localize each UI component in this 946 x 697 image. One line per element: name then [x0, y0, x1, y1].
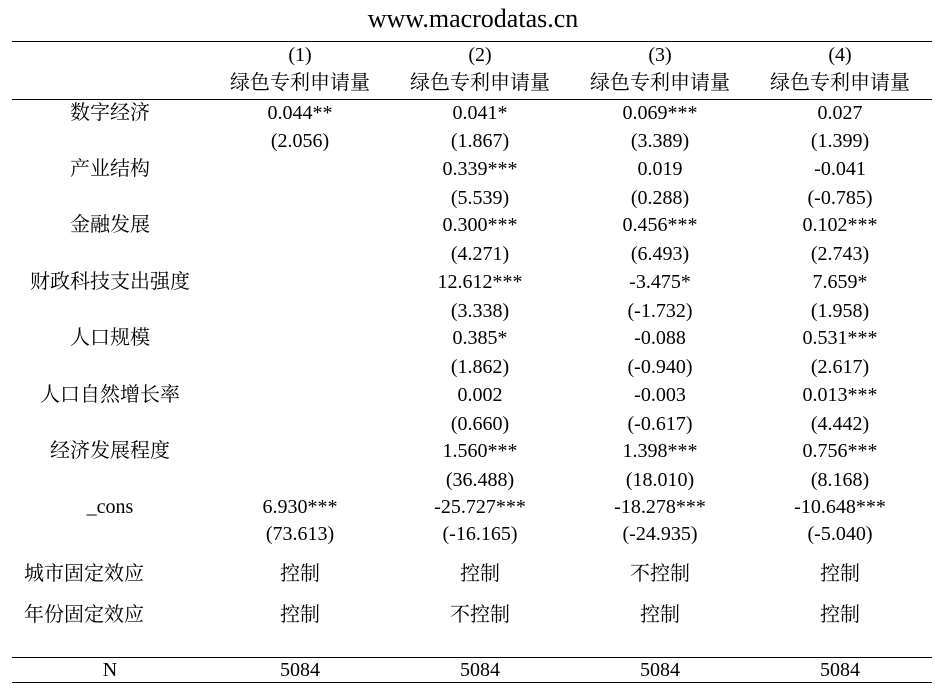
coef-row: [0, 155, 946, 183]
tstat-cell: (-1.732): [627, 300, 693, 322]
coef-cell: 0.027: [817, 102, 863, 124]
coef-cell: -0.088: [634, 327, 686, 349]
n-cell: 5084: [640, 659, 680, 681]
tstat-cell: (-5.040): [807, 523, 873, 545]
effect-row: [0, 601, 946, 629]
tstat-cell: (4.271): [450, 243, 510, 265]
variable-label: _cons: [86, 496, 134, 518]
tstat-row: [0, 240, 946, 268]
tstat-cell: (18.010): [625, 469, 695, 491]
coef-cell: 0.339***: [442, 158, 518, 180]
column-depvar: 绿色专利申请量: [590, 72, 730, 94]
header-depvar-row: [0, 69, 946, 97]
n-row: [0, 656, 946, 684]
coef-cell: -3.475*: [629, 271, 691, 293]
tstat-cell: (8.168): [810, 469, 870, 491]
tstat-cell: (36.488): [445, 469, 515, 491]
n-cell: 5084: [460, 659, 500, 681]
tstat-cell: (0.288): [630, 187, 690, 209]
tstat-cell: (0.660): [450, 413, 510, 435]
effect-label: 城市固定效应: [24, 563, 144, 585]
tstat-cell: (1.399): [810, 130, 870, 152]
tstat-cell: (5.539): [450, 187, 510, 209]
coef-cell: 0.069***: [622, 102, 698, 124]
tstat-row: [0, 353, 946, 381]
n-cell: 5084: [820, 659, 860, 681]
coef-cell: 0.300***: [442, 214, 518, 236]
tstat-cell: (-0.785): [807, 187, 873, 209]
n-cell: 5084: [280, 659, 320, 681]
variable-label: 人口自然增长率: [40, 384, 180, 406]
coef-cell: 6.930***: [262, 496, 338, 518]
coef-cell: 0.102***: [802, 214, 878, 236]
effect-cell: 控制: [820, 563, 860, 585]
variable-label: 数字经济: [70, 102, 150, 124]
n-label: N: [102, 659, 118, 681]
variable-label: 财政科技支出强度: [30, 271, 190, 293]
effect-cell: 控制: [460, 563, 500, 585]
tstat-cell: (-24.935): [622, 523, 698, 545]
coef-cell: 0.756***: [802, 440, 878, 462]
tstat-cell: (4.442): [810, 413, 870, 435]
tstat-cell: (-16.165): [442, 523, 518, 545]
column-depvar: 绿色专利申请量: [410, 72, 550, 94]
coef-row: [0, 381, 946, 409]
effect-row: [0, 560, 946, 588]
effect-cell: 控制: [820, 604, 860, 626]
column-depvar: 绿色专利申请量: [230, 72, 370, 94]
effect-cell: 不控制: [630, 563, 690, 585]
coef-cell: 0.002: [457, 384, 503, 406]
coef-row: [0, 437, 946, 465]
coef-row: [0, 324, 946, 352]
tstat-cell: (1.867): [450, 130, 510, 152]
coef-cell: 0.041*: [452, 102, 508, 124]
column-number: (1): [288, 44, 312, 66]
tstat-cell: (3.389): [630, 130, 690, 152]
tstat-cell: (-0.617): [627, 413, 693, 435]
tstat-cell: (2.617): [810, 356, 870, 378]
coef-cell: -0.041: [814, 158, 866, 180]
coef-cell: 1.398***: [622, 440, 698, 462]
coef-cell: 1.560***: [442, 440, 518, 462]
coef-cell: -18.278***: [614, 496, 706, 518]
tstat-row: [0, 184, 946, 212]
effect-cell: 控制: [280, 604, 320, 626]
column-depvar: 绿色专利申请量: [770, 72, 910, 94]
variable-label: 金融发展: [70, 214, 150, 236]
coef-row: [0, 268, 946, 296]
column-number: (4): [828, 44, 852, 66]
tstat-row: [0, 127, 946, 155]
tstat-row: [0, 410, 946, 438]
coef-cell: 12.612***: [437, 271, 523, 293]
coef-row: [0, 211, 946, 239]
effect-label: 年份固定效应: [24, 604, 144, 626]
column-number: (3): [648, 44, 672, 66]
page-title: www.macrodatas.cn: [367, 4, 579, 33]
tstat-cell: (6.493): [630, 243, 690, 265]
coef-row: [0, 493, 946, 521]
header-number-row: [0, 41, 946, 69]
tstat-cell: (2.743): [810, 243, 870, 265]
coef-cell: 0.456***: [622, 214, 698, 236]
coef-cell: -25.727***: [434, 496, 526, 518]
tstat-row: [0, 466, 946, 494]
coef-cell: 0.385*: [452, 327, 508, 349]
tstat-cell: (1.958): [810, 300, 870, 322]
variable-label: 人口规模: [70, 327, 150, 349]
coef-cell: 0.019: [637, 158, 683, 180]
column-number: (2): [468, 44, 492, 66]
coef-cell: -0.003: [634, 384, 686, 406]
variable-label: 产业结构: [70, 158, 150, 180]
variable-label: 经济发展程度: [50, 440, 170, 462]
effect-cell: 控制: [280, 563, 320, 585]
effect-cell: 控制: [640, 604, 680, 626]
tstat-cell: (-0.940): [627, 356, 693, 378]
tstat-row: [0, 520, 946, 548]
tstat-cell: (3.338): [450, 300, 510, 322]
effect-cell: 不控制: [450, 604, 510, 626]
coef-cell: 0.531***: [802, 327, 878, 349]
tstat-cell: (73.613): [265, 523, 335, 545]
tstat-row: [0, 297, 946, 325]
coef-cell: -10.648***: [794, 496, 886, 518]
coef-cell: 7.659*: [812, 271, 868, 293]
coef-cell: 0.013***: [802, 384, 878, 406]
coef-row: [0, 99, 946, 127]
coef-cell: 0.044**: [267, 102, 333, 124]
tstat-cell: (2.056): [270, 130, 330, 152]
bottom-rule: [12, 682, 932, 683]
tstat-cell: (1.862): [450, 356, 510, 378]
